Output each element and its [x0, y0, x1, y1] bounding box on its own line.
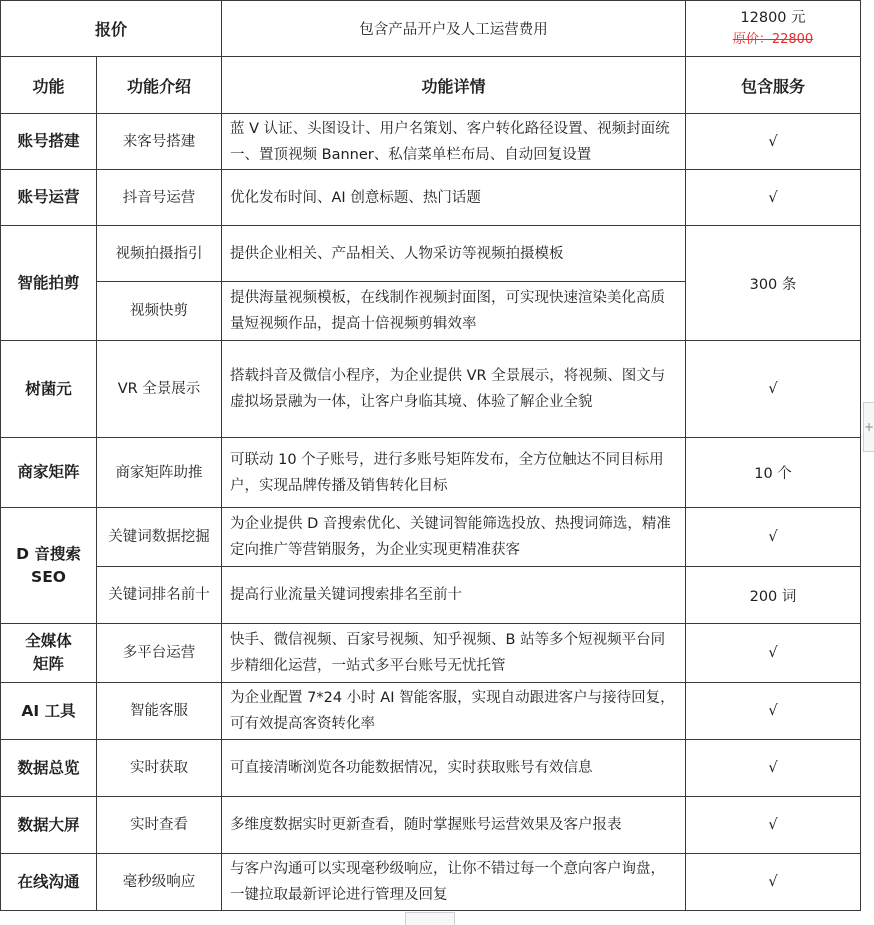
- row-service: √: [686, 854, 861, 911]
- table-row: [1, 114, 861, 170]
- column-header-detail: 功能详情: [222, 57, 686, 114]
- row-service: √: [686, 114, 861, 170]
- row-function-line1: D 音搜索: [16, 544, 81, 563]
- row-intro: 实时获取: [97, 740, 222, 797]
- row-detail: 提供海量视频模板，在线制作视频封面图，可实现快速渲染美化高质量短视频作品，提高十倍视频剪辑效率: [222, 282, 686, 341]
- quote-description: 包含产品开户及人工运营费用: [222, 1, 686, 57]
- quote-row: [1, 1, 861, 57]
- row-function: 账号运营: [1, 170, 97, 226]
- row-detail: 多维度数据实时更新查看，随时掌握账号运营效果及客户报表: [222, 797, 686, 854]
- table-row: [1, 854, 861, 911]
- table-row: [1, 624, 861, 683]
- row-intro: 来客号搭建: [97, 114, 222, 170]
- row-function: 账号搭建: [1, 114, 97, 170]
- row-function: 智能拍剪: [1, 226, 97, 341]
- table-row: [1, 683, 861, 740]
- row-service: √: [686, 508, 861, 567]
- row-detail: 可联动 10 个子账号，进行多账号矩阵发布，全方位触达不同目标用户，实现品牌传播及销售转化目标: [222, 438, 686, 508]
- row-function: 数据总览: [1, 740, 97, 797]
- row-service: √: [686, 341, 861, 438]
- row-function: 数据大屏: [1, 797, 97, 854]
- row-intro: 视频快剪: [97, 282, 222, 341]
- column-header-function: 功能: [1, 57, 97, 114]
- row-intro: VR 全景展示: [97, 341, 222, 438]
- row-detail: 搭载抖音及微信小程序，为企业提供 VR 全景展示，将视频、图文与虚拟场景融为一体，让客户身临其境、体验了解企业全貌: [222, 341, 686, 438]
- row-detail: 为企业配置 7*24 小时 AI 智能客服，实现自动跟进客户与接待回复，可有效提高客资转化率: [222, 683, 686, 740]
- row-detail: 可直接清晰浏览各功能数据情况，实时获取账号有效信息: [222, 740, 686, 797]
- row-intro: 关键词排名前十: [97, 567, 222, 624]
- row-detail: 优化发布时间、AI 创意标题、热门话题: [222, 170, 686, 226]
- table-row: [1, 341, 861, 438]
- table-row: [1, 170, 861, 226]
- table-row: [1, 567, 861, 624]
- row-service: √: [686, 797, 861, 854]
- row-function: 在线沟通: [1, 854, 97, 911]
- row-intro: 抖音号运营: [97, 170, 222, 226]
- row-detail: 为企业提供 D 音搜索优化、关键词智能筛选投放、热搜词筛选，精准定向推广等营销服务，为企业实现更精准获客: [222, 508, 686, 567]
- row-intro: 关键词数据挖掘: [97, 508, 222, 567]
- row-function-line2: SEO: [31, 567, 66, 586]
- row-detail: 与客户沟通可以实现毫秒级响应，让你不错过每一个意向客户询盘，一键拉取最新评论进行管理及回复: [222, 854, 686, 911]
- row-service: √: [686, 683, 861, 740]
- table-bottom-handle[interactable]: [405, 912, 455, 925]
- row-intro: 毫秒级响应: [97, 854, 222, 911]
- row-intro: 商家矩阵助推: [97, 438, 222, 508]
- table-row: [1, 797, 861, 854]
- row-function: 树菌元: [1, 341, 97, 438]
- row-function: 全媒体矩阵: [1, 624, 97, 683]
- row-function: AI 工具: [1, 683, 97, 740]
- row-service: 300 条: [686, 226, 861, 341]
- original-price: 原价：22800: [732, 31, 814, 47]
- quote-label: 报价: [1, 1, 222, 57]
- row-intro: 智能客服: [97, 683, 222, 740]
- row-detail: 蓝 V 认证、头图设计、用户名策划、客户转化路径设置、视频封面统一、置顶视频 Banner、私信菜单栏布局、自动回复设置: [222, 114, 686, 170]
- row-intro: 实时查看: [97, 797, 222, 854]
- row-intro: 多平台运营: [97, 624, 222, 683]
- row-service: √: [686, 170, 861, 226]
- row-detail: 提高行业流量关键词搜索排名至前十: [222, 567, 686, 624]
- row-intro: 视频拍摄指引: [97, 226, 222, 282]
- row-service: √: [686, 740, 861, 797]
- row-service: √: [686, 624, 861, 683]
- row-detail: 快手、微信视频、百家号视频、知乎视频、B 站等多个短视频平台同步精细化运营，一站式多平台账号无忧托管: [222, 624, 686, 683]
- column-header-service: 包含服务: [686, 57, 861, 114]
- row-detail: 提供企业相关、产品相关、人物采访等视频拍摄模板: [222, 226, 686, 282]
- price-cell: [686, 1, 861, 57]
- table-row: [1, 438, 861, 508]
- row-function: [1, 508, 97, 624]
- table-resize-handle[interactable]: +: [863, 402, 874, 452]
- current-price: 12800 元: [740, 9, 806, 26]
- table-row: [1, 226, 861, 282]
- table-row: [1, 740, 861, 797]
- row-service: 200 词: [686, 567, 861, 624]
- row-service: 10 个: [686, 438, 861, 508]
- column-header-intro: 功能介绍: [97, 57, 222, 114]
- table-row: [1, 508, 861, 567]
- row-function: 商家矩阵: [1, 438, 97, 508]
- column-header-row: [1, 57, 861, 114]
